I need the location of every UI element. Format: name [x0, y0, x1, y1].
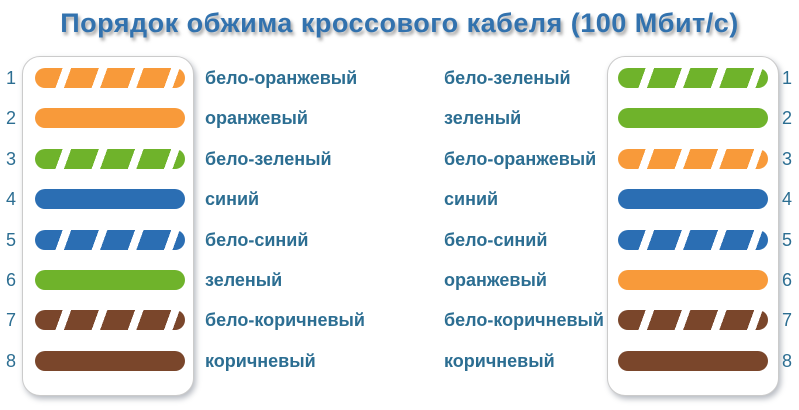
right-wire-label-1: бело-зеленый — [444, 68, 571, 88]
right-wire-label-2: зеленый — [444, 108, 522, 128]
left-wire-bar-7 — [35, 310, 185, 330]
right-wire-label-8: коричневый — [444, 351, 555, 371]
pin-number-left-5: 5 — [5, 230, 16, 250]
pin-number-left-1: 1 — [5, 68, 16, 88]
pin-number-right-6: 6 — [782, 270, 793, 290]
pin-number-left-7: 7 — [5, 310, 16, 330]
pin-number-right-4: 4 — [782, 189, 793, 209]
right-wire-bar-5 — [618, 230, 768, 250]
left-wire-bar-8 — [35, 351, 185, 371]
pin-number-left-2: 2 — [5, 108, 16, 128]
left-wire-bar-3 — [35, 149, 185, 169]
left-wire-bar-1 — [35, 68, 185, 88]
right-wire-bar-8 — [618, 351, 768, 371]
left-wire-label-1: бело-оранжевый — [205, 68, 358, 88]
pin-number-left-4: 4 — [5, 189, 16, 209]
right-wire-label-4: синий — [444, 189, 499, 209]
right-connector-panel — [607, 56, 779, 396]
page-title: Порядок обжима кроссового кабеля (100 Мбит/с) — [60, 8, 739, 38]
left-wire-label-8: коричневый — [205, 351, 316, 371]
left-wire-label-4: синий — [205, 189, 260, 209]
left-wire-bar-2 — [35, 108, 185, 128]
right-wire-bar-2 — [618, 108, 768, 128]
pin-number-right-3: 3 — [782, 149, 793, 169]
pin-number-right-1: 1 — [782, 68, 793, 88]
pin-number-right-8: 8 — [782, 351, 793, 371]
left-wire-label-3: бело-зеленый — [205, 149, 332, 169]
right-wire-bar-3 — [618, 149, 768, 169]
right-wire-bar-1 — [618, 68, 768, 88]
pin-number-left-6: 6 — [5, 270, 16, 290]
left-wire-bar-5 — [35, 230, 185, 250]
right-wire-label-5: бело-синий — [444, 230, 548, 250]
left-wire-label-5: бело-синий — [205, 230, 309, 250]
left-wire-label-2: оранжевый — [205, 108, 308, 128]
pin-number-right-2: 2 — [782, 108, 793, 128]
left-connector-panel — [22, 56, 194, 396]
right-wire-bar-6 — [618, 270, 768, 290]
pin-number-left-8: 8 — [5, 351, 16, 371]
pin-number-left-3: 3 — [5, 149, 16, 169]
left-wire-bar-6 — [35, 270, 185, 290]
right-wire-bar-7 — [618, 310, 768, 330]
right-wire-label-3: бело-оранжевый — [444, 149, 597, 169]
left-wire-bar-4 — [35, 189, 185, 209]
left-wire-label-7: бело-коричневый — [205, 310, 365, 330]
pin-number-right-7: 7 — [782, 310, 793, 330]
left-wire-label-6: зеленый — [205, 270, 283, 290]
right-wire-bar-4 — [618, 189, 768, 209]
right-wire-label-6: оранжевый — [444, 270, 547, 290]
right-wire-label-7: бело-коричневый — [444, 310, 604, 330]
pin-number-right-5: 5 — [782, 230, 793, 250]
